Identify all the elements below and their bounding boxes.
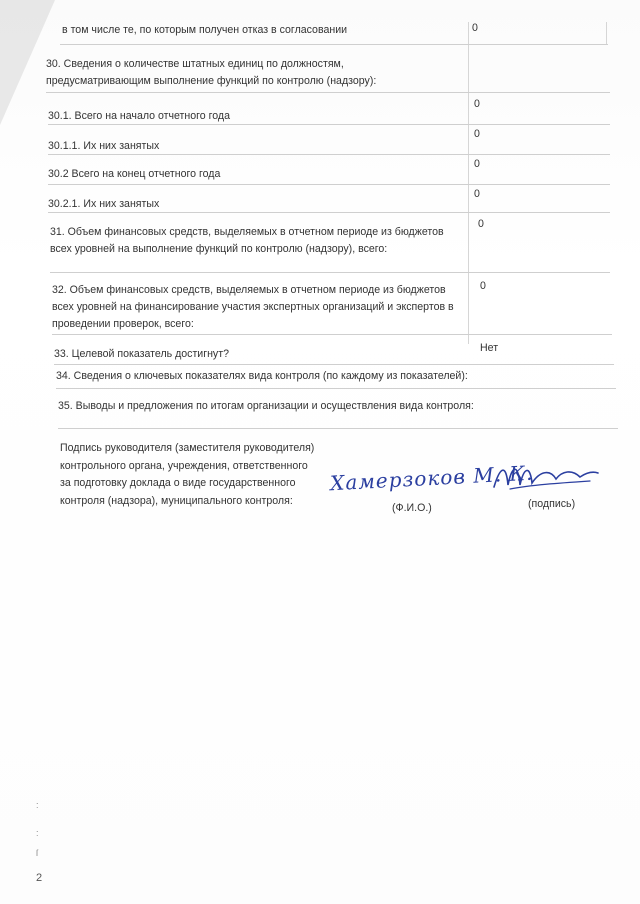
row-value: 0: [472, 22, 478, 34]
row-label: 33. Целевой показатель достигнут?: [54, 348, 229, 360]
row-label: 31. Объем финансовых средств, выделяемых в отчетном периоде из бюджетов всех уровней на выполнение функций по контролю (надзору), всего:: [50, 226, 444, 255]
row-label: в том числе те, по которым получен отказ в согласовании: [62, 24, 348, 36]
sign-label: (подпись): [528, 498, 576, 510]
row-label: 30.2.1. Их них занятых: [48, 198, 160, 210]
row-divider: [50, 272, 610, 273]
row-value: Нет: [480, 342, 499, 354]
margin-mark: ſ: [36, 848, 38, 858]
signature-caption: Подпись руководителя (заместителя руководителя) контрольного органа, учреждения, ответственного за подготовку доклада о виде государственного контроля (надзора), муниципального контроля:: [60, 442, 315, 507]
row-value: 0: [474, 158, 480, 170]
signature-icon: [490, 457, 600, 497]
margin-mark: :: [36, 828, 39, 838]
row-label: 30.1. Всего на начало отчетного года: [48, 110, 230, 122]
row-label: 34. Сведения о ключевых показателях вида контроля (по каждому из показателей):: [56, 370, 468, 382]
row-divider: [54, 364, 614, 365]
row-divider: [48, 184, 610, 185]
row-divider: [60, 44, 608, 45]
row-value: 0: [474, 188, 480, 200]
handwritten-name: Хамерзоков М. К.: [329, 460, 534, 496]
column-divider-right: [606, 22, 607, 44]
row-divider: [48, 212, 610, 213]
row-divider: [48, 154, 610, 155]
row-value: 0: [474, 98, 480, 110]
row-divider: [46, 92, 610, 93]
row-divider: [48, 124, 610, 125]
row-divider: [58, 428, 618, 429]
row-label: 35. Выводы и предложения по итогам организации и осуществления вида контроля:: [58, 400, 474, 412]
row-label: 32. Объем финансовых средств, выделяемых в отчетном периоде из бюджетов всех уровней на финансирование участия экспертных организаций и экспертов в проведении проверок, всего:: [52, 284, 454, 330]
column-divider: [468, 22, 469, 344]
row-divider: [56, 388, 616, 389]
fio-label: (Ф.И.О.): [392, 502, 432, 514]
margin-mark: :: [36, 800, 39, 810]
row-label: 30. Сведения о количестве штатных единиц по должностям, предусматривающим выполнение функций по контролю (надзору):: [46, 58, 377, 87]
row-value: 0: [474, 128, 480, 140]
row-divider: [52, 334, 612, 335]
row-value: 0: [478, 218, 484, 230]
row-label: 30.2 Всего на конец отчетного года: [48, 168, 221, 180]
page-number: 2: [36, 872, 43, 884]
row-value: 0: [480, 280, 486, 292]
row-label: 30.1.1. Их них занятых: [48, 140, 160, 152]
